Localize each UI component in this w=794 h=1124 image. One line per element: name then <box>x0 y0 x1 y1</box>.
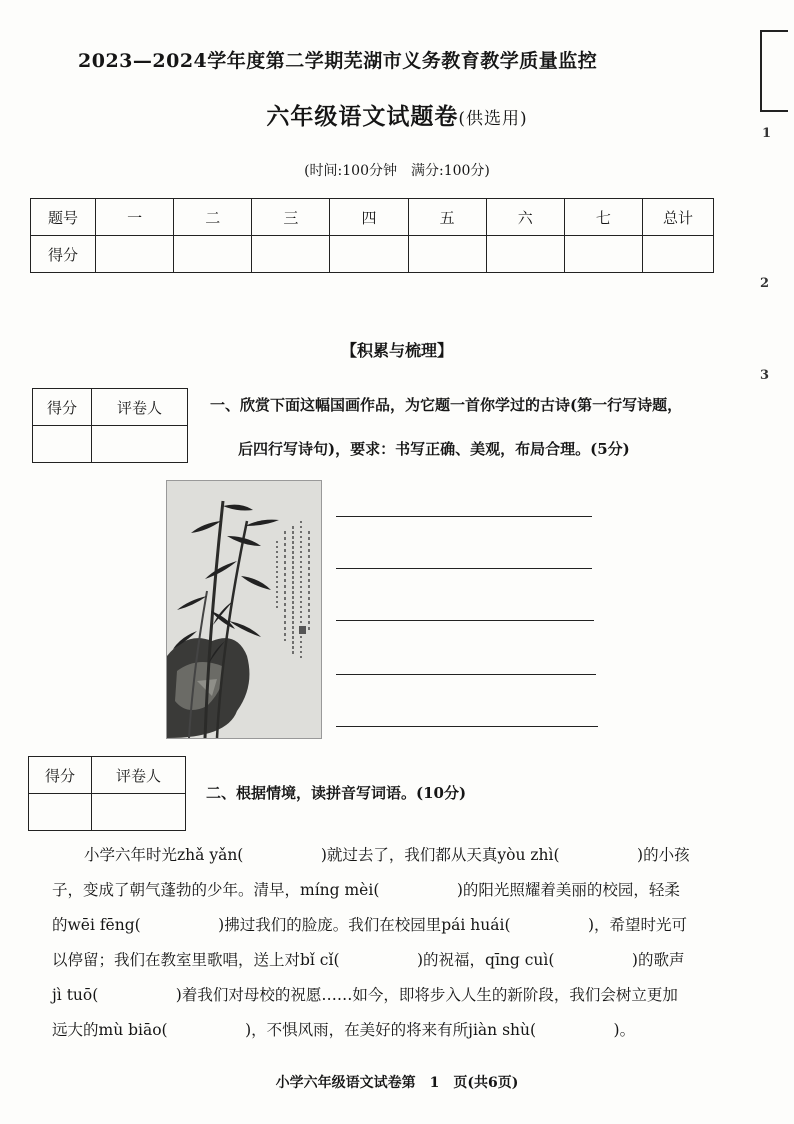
poem-line-4[interactable] <box>336 726 598 727</box>
score-col-2: 二 <box>174 199 252 236</box>
poem-line-1[interactable] <box>336 568 592 569</box>
passage-line: 小学六年时光zhǎ yǎn( )就过去了，我们都从天真yòu zhì( )的小孩 <box>84 846 690 864</box>
poem-line-3[interactable] <box>336 674 596 675</box>
score-cell[interactable] <box>486 236 564 273</box>
paper-subtitle: (供选用) <box>458 109 528 129</box>
score-col-6: 六 <box>486 199 564 236</box>
score-cell[interactable] <box>252 236 330 273</box>
grader-box-q2 <box>28 756 186 831</box>
margin-bracket <box>760 30 788 112</box>
question1-line2: 后四行写诗句)，要求：书写正确、美观，布局合理。(5分) <box>238 440 630 458</box>
margin-number: 2 <box>760 276 770 291</box>
score-cell[interactable] <box>174 236 252 273</box>
score-row-label: 得分 <box>31 236 96 273</box>
score-cell[interactable] <box>96 236 174 273</box>
bamboo-painting-image <box>166 480 322 739</box>
score-table-header-row <box>31 199 714 236</box>
grader-score-label: 得分 <box>29 757 92 794</box>
grader-name-cell[interactable] <box>92 426 188 463</box>
time-info: (时间:100分钟 满分:100分) <box>304 163 490 179</box>
grader-name-label: 评卷人 <box>92 389 188 426</box>
passage-line: 远大的mù biāo( )，不惧风雨，在美好的将来有所jiàn shù( )。 <box>52 1021 636 1039</box>
grader-name-cell[interactable] <box>92 794 186 831</box>
score-cell[interactable] <box>643 236 714 273</box>
score-col-1: 一 <box>96 199 174 236</box>
poem-title-line[interactable] <box>336 516 592 517</box>
score-col-total: 总计 <box>643 199 714 236</box>
question2-passage <box>52 838 742 1048</box>
grader-score-cell[interactable] <box>29 794 92 831</box>
grader-score-label: 得分 <box>33 389 92 426</box>
margin-number: 3 <box>760 368 770 383</box>
paper-title-text: 六年级语文试题卷 <box>266 103 459 130</box>
score-table-score-row <box>31 236 714 273</box>
bamboo-painting-svg <box>167 481 321 738</box>
score-cell[interactable] <box>564 236 642 273</box>
score-col-5: 五 <box>408 199 486 236</box>
page-footer: 小学六年级语文试卷第 1 页(共6页) <box>275 1075 519 1091</box>
score-col-7: 七 <box>564 199 642 236</box>
score-cell[interactable] <box>330 236 408 273</box>
margin-number: 1 <box>762 126 772 141</box>
exam-header-title: 2023—2024学年度第二学期芜湖市义务教育教学质量监控 <box>78 50 598 72</box>
passage-line: 以停留；我们在教室里歌唱，送上对bǐ cǐ( )的祝福，qīng cuì( )的歌声 <box>52 951 685 969</box>
section-title: 【积累与梳理】 <box>340 341 453 360</box>
score-row-label: 题号 <box>31 199 96 236</box>
passage-line: 的wēi fēng( )拂过我们的脸庞。我们在校园里pái huái( )，希望时光可 <box>52 916 688 934</box>
poem-line-2[interactable] <box>336 620 594 621</box>
score-col-4: 四 <box>330 199 408 236</box>
grader-score-cell[interactable] <box>33 426 92 463</box>
question2-title: 二、根据情境，读拼音写词语。(10分) <box>206 784 467 802</box>
paper-title <box>0 98 794 131</box>
passage-line: jì tuō( )着我们对母校的祝愿……如今，即将步入人生的新阶段，我们会树立更加 <box>52 986 678 1004</box>
passage-line: 子，变成了朝气蓬勃的少年。清早，míng mèi( )的阳光照耀着美丽的校园，轻柔 <box>52 881 680 899</box>
grader-name-label: 评卷人 <box>92 757 186 794</box>
score-cell[interactable] <box>408 236 486 273</box>
score-col-3: 三 <box>252 199 330 236</box>
question1-line1: 一、欣赏下面这幅国画作品，为它题一首你学过的古诗(第一行写诗题， <box>210 396 683 414</box>
grader-box-q1 <box>32 388 188 463</box>
score-table <box>30 198 714 273</box>
